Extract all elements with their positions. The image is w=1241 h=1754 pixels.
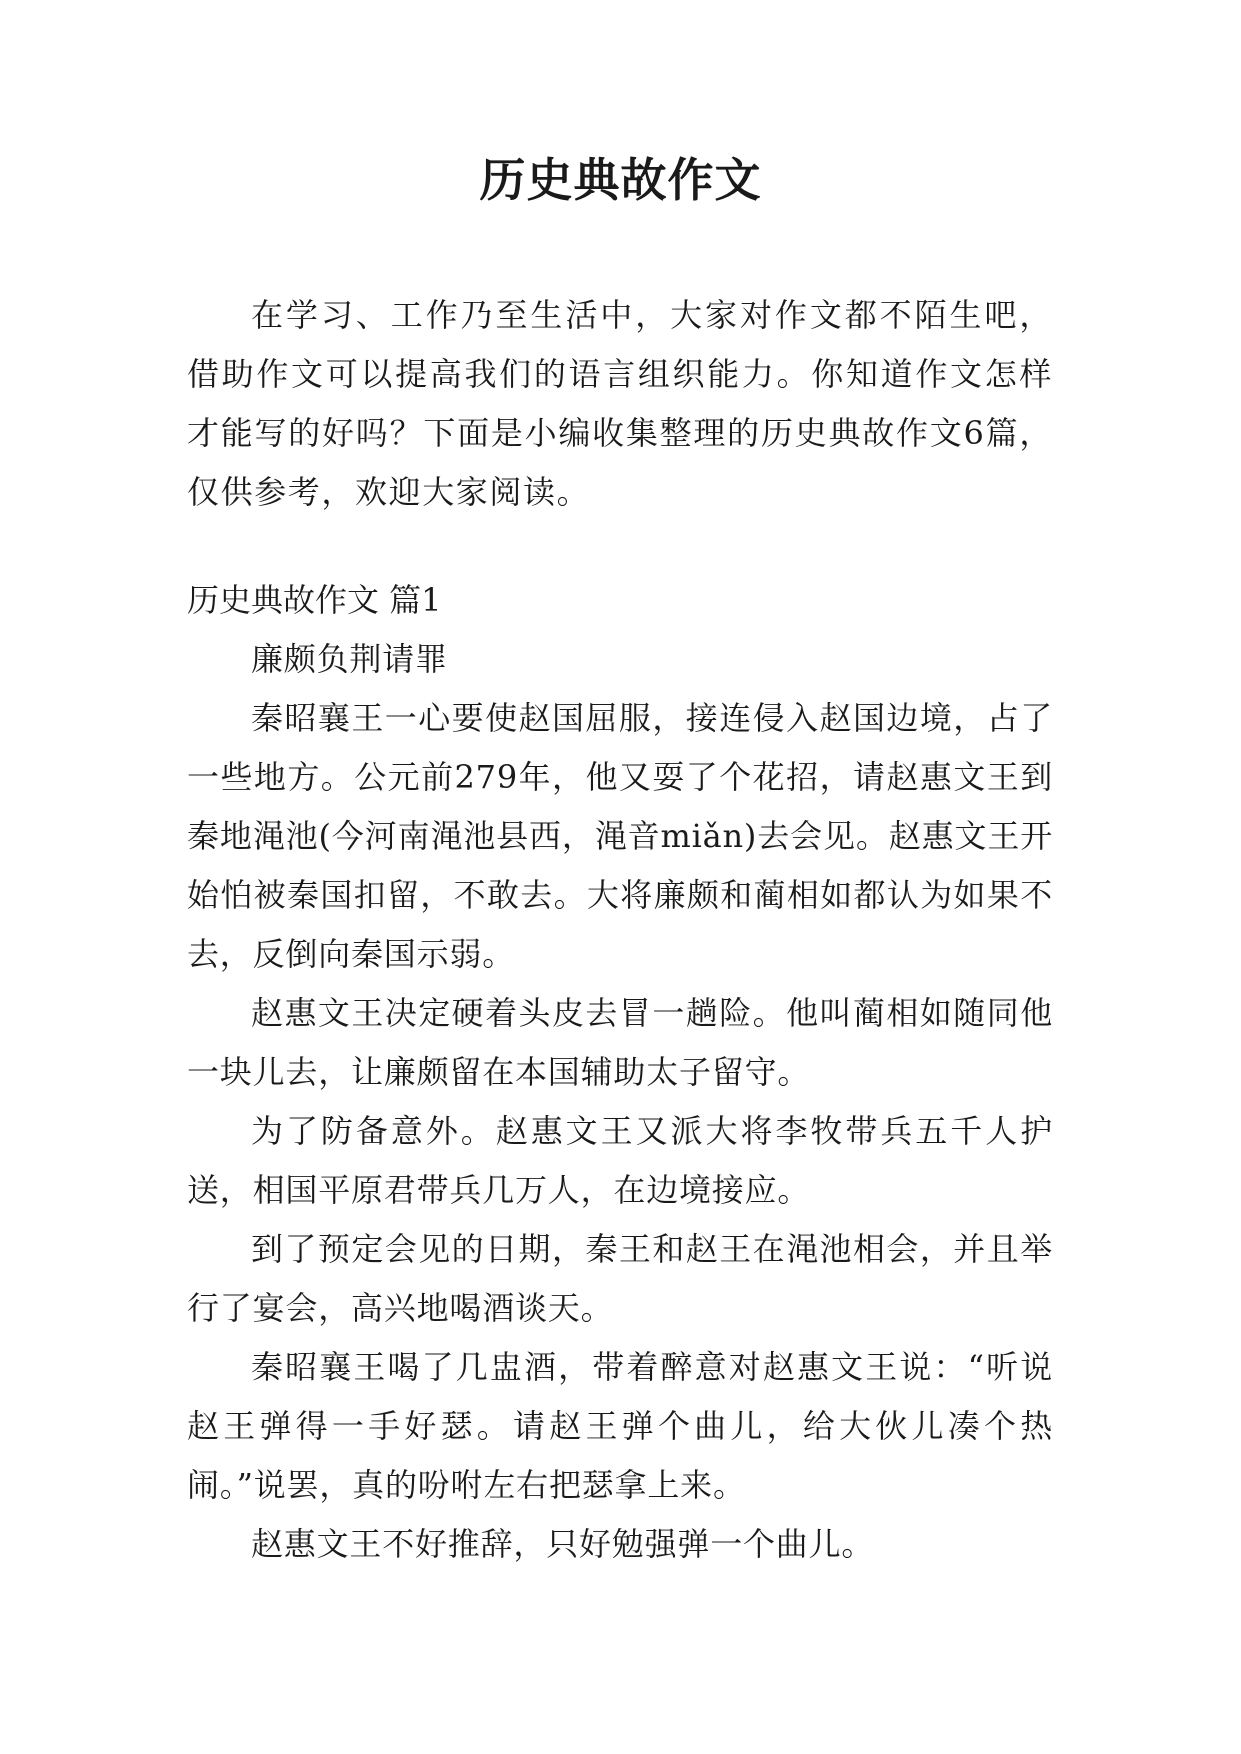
intro-paragraph: 在学习、工作乃至生活中，大家对作文都不陌生吧，借助作文可以提高我们的语言组织能力。你知道作文怎样才能写的好吗？下面是小编收集整理的历史典故作文6篇，仅供参考，欢迎大家阅读。 xyxy=(187,296,1053,511)
body-paragraph: 到了预定会见的日期，秦王和赵王在渑池相会，并且举行了宴会，高兴地喝酒谈天。 xyxy=(187,1230,1053,1327)
body-paragraph: 秦昭襄王一心要使赵国屈服，接连侵入赵国边境，占了一些地方。公元前279年，他又耍了个花招，请赵惠文王到秦地渑池(今河南渑池县西，渑音miǎn)去会见。赵惠文王开始怕被秦国扣留，不敢去。大将廉颇和蔺相如都认为如果不去，反倒向秦国示弱。 xyxy=(187,699,1053,973)
body-paragraph: 秦昭襄王喝了几盅酒，带着醉意对赵惠文王说：“听说赵王弹得一手好瑟。请赵王弹个曲儿，给大伙儿凑个热闹。”说罢，真的吩咐左右把瑟拿上来。 xyxy=(187,1348,1053,1504)
body-paragraph: 赵惠文王决定硬着头皮去冒一趟险。他叫蔺相如随同他一块儿去，让廉颇留在本国辅助太子留守。 xyxy=(187,994,1053,1091)
body-paragraph: 赵惠文王不好推辞，只好勉强弹一个曲儿。 xyxy=(251,1525,875,1563)
document-body xyxy=(187,286,1053,1574)
section-heading: 历史典故作文 篇1 xyxy=(187,581,442,619)
body-paragraph: 为了防备意外。赵惠文王又派大将李牧带兵五千人护送，相国平原君带兵几万人，在边境接应。 xyxy=(187,1112,1053,1209)
document-title: 历史典故作文 xyxy=(479,153,762,207)
story-title: 廉颇负荆请罪 xyxy=(251,640,448,678)
